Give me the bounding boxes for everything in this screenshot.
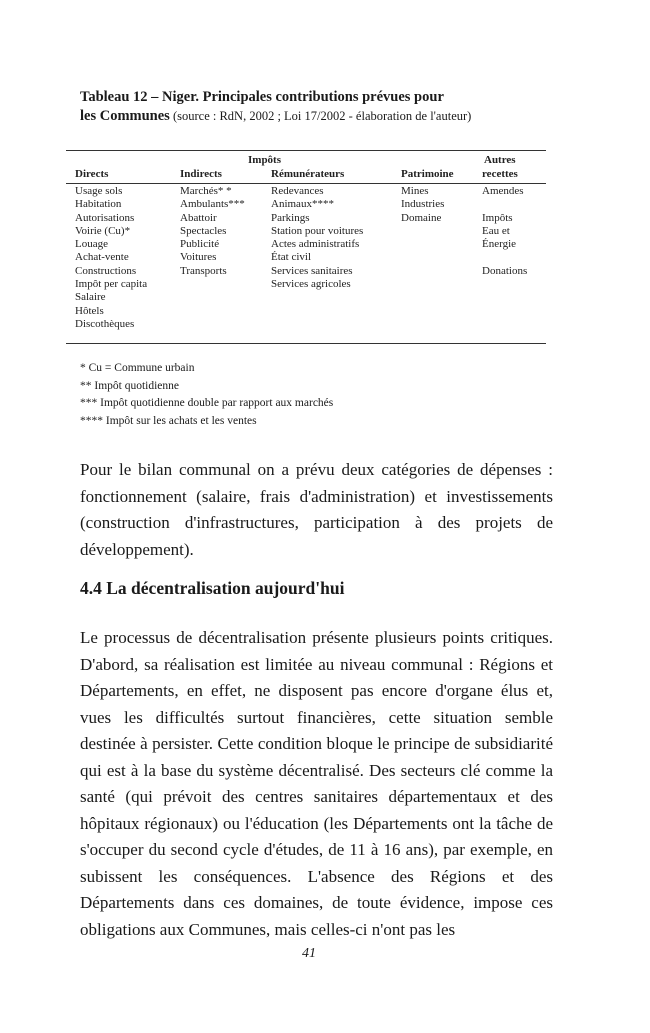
cell-autres: Donations — [482, 264, 528, 277]
header-indirects: Indirects — [180, 168, 222, 180]
cell-directs: Habitation — [75, 198, 122, 211]
cell-indirects: Publicité — [180, 238, 220, 251]
cell-directs: Voirie (Cu)* — [75, 224, 131, 237]
caption-line-1: Tableau 12 – Niger. Principales contributions prévues pour — [80, 89, 444, 105]
cell-remunerateurs: Services agricoles — [271, 278, 351, 291]
cell-directs: Achat-vente — [75, 251, 129, 264]
cell-directs: Constructions — [75, 264, 137, 277]
footnote: ** Impôt quotidienne — [80, 379, 180, 392]
cell-remunerateurs: Parkings — [271, 211, 310, 224]
cell-remunerateurs: Redevances — [271, 185, 324, 197]
cell-indirects: Abattoir — [180, 211, 217, 224]
cell-directs: Hôtels — [75, 304, 104, 317]
header-recettes: recettes — [482, 168, 518, 180]
cell-remunerateurs: Services sanitaires — [271, 264, 353, 277]
cell-remunerateurs: Station pour voitures — [271, 224, 364, 237]
cell-autres: Énergie — [482, 238, 517, 251]
cell-autres: Eau et — [482, 224, 510, 237]
page-number: 41 — [302, 946, 316, 961]
column-indirects — [180, 185, 245, 278]
cell-patrimoine: Domaine — [401, 211, 442, 224]
table-footnotes — [80, 360, 333, 430]
cell-indirects: Voitures — [180, 251, 217, 264]
footnote: * Cu = Commune urbain — [80, 362, 195, 374]
cell-directs: Impôt per capita — [75, 278, 148, 291]
cell-patrimoine: Mines — [401, 185, 429, 197]
header-patrimoine: Patrimoine — [401, 168, 454, 180]
cell-indirects: Ambulants*** — [180, 198, 245, 211]
column-remunerateurs — [271, 185, 363, 291]
table-top-rule — [66, 150, 546, 151]
header-remunerateurs: Rémunérateurs — [271, 168, 345, 180]
section-heading: 4.4 La décentralisation aujourd'hui — [80, 578, 345, 598]
footnote: *** Impôt quotidienne double par rapport aux marchés — [80, 397, 334, 409]
column-directs — [75, 185, 147, 331]
column-autres-recettes — [482, 185, 527, 278]
footnote: **** Impôt sur les achats et les ventes — [80, 414, 257, 427]
caption-source: (source : RdN, 2002 ; Loi 17/2002 - élaboration de l'auteur) — [169, 109, 472, 123]
cell-autres-empty — [482, 198, 527, 211]
caption-communes: les Communes — [80, 108, 170, 124]
header-autres: Autres — [484, 154, 516, 166]
cell-directs: Discothèques — [75, 317, 135, 330]
cell-remunerateurs: Actes administratifs — [271, 238, 360, 251]
cell-autres-empty — [482, 251, 527, 264]
cell-indirects: Spectacles — [180, 224, 227, 237]
paragraph-budget: Pour le bilan communal on a prévu deux catégories de dépenses : fonctionnement (salaire, frais d'administration) et investissements (construction d'infrastructures, participation à des projets de développement). — [80, 460, 553, 559]
cell-autres: Amendes — [482, 185, 524, 197]
cell-autres: Impôts — [482, 211, 513, 224]
table-bottom-rule — [66, 343, 546, 344]
table-caption — [80, 88, 580, 126]
cell-directs: Louage — [75, 238, 108, 251]
cell-patrimoine: Industries — [401, 198, 445, 211]
caption-line-2 — [80, 107, 580, 126]
cell-indirects: Marchés* * — [180, 185, 232, 197]
header-directs: Directs — [75, 168, 109, 180]
column-patrimoine — [401, 185, 444, 225]
table-header-rule — [66, 183, 546, 184]
cell-remunerateurs: Animaux**** — [271, 198, 334, 211]
cell-remunerateurs: État civil — [271, 251, 312, 264]
paragraph-decentralisation: Le processus de décentralisation présente plusieurs points critiques. D'abord, sa réalisation est limitée au niveau communal : Régions et Départements, en effet, ne disposent pas encore d'organe élus et, vues les difficultés surtout financières, cette situation semble destinée à persister. Cette condition bloque le principe de subsidiarité qui est à la base du système décentralisé. Des secteurs clé comme la santé (qui prévoit des centres sanitaires départementaux et des hôpitaux régionaux) ou l'éducation (les Départements ont la tâche de s'occuper du second cycle d'études, de 11 à 16 ans), par exemple, en subissent les conséquences. L'absence des Régions et des Départements dans ces domaines, de toute évidence, impose ces obligations aux Communes, mais celles-ci n'ont pas les — [80, 628, 553, 939]
cell-directs: Salaire — [75, 291, 106, 304]
cell-directs: Usage sols — [75, 185, 123, 197]
header-impots: Impôts — [248, 154, 282, 166]
cell-directs: Autorisations — [75, 211, 135, 224]
cell-indirects: Transports — [180, 264, 227, 277]
